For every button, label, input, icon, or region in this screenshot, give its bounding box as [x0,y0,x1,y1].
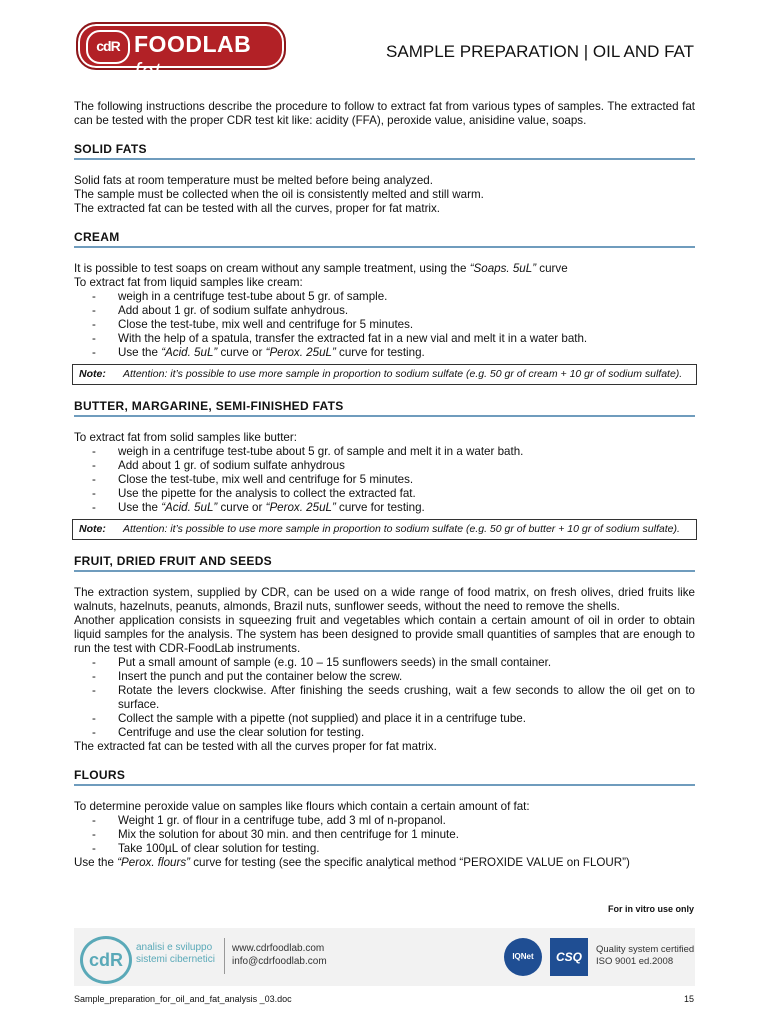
cream-heading: CREAM [74,230,695,248]
list-item: - Mix the solution for about 30 min. and then centrifuge for 1 minute. [92,828,459,841]
note-text: Attention: it’s possible to use more sample in proportion to sodium sulfate (e.g. 50 gr of butter + 10 gr of sodium sulfate). [123,523,680,535]
solid-fats-heading: SOLID FATS [74,142,695,160]
iqnet-seal-icon: IQNet [504,938,542,976]
note-text: Attention: it’s possible to use more sample in proportion to sodium sulfate (e.g. 50 gr of cream + 10 gr of sodium sulfate). [123,368,683,380]
butter-heading: BUTTER, MARGARINE, SEMI-FINISHED FATS [74,399,695,417]
cdr-footer-logo: cdR [80,936,132,984]
solid-fats-line: The extracted fat can be tested with all the curves, proper for fat matrix. [74,202,441,215]
in-vitro-notice: For in vitro use only [607,904,694,914]
flours-heading: FLOURS [74,768,695,786]
document-body [74,100,695,870]
soaps-curve-name: “Soaps. 5uL” [469,262,537,275]
note-label: Note: [79,368,106,380]
list-item: - With the help of a spatula, transfer the extracted fat in a new vial and melt it in a water bath. [92,332,588,345]
document-filename: Sample_preparation_for_oil_and_fat_analysis _03.doc [74,994,292,1004]
list-item: - Close the test-tube, mix well and centrifuge for 5 minutes. [92,473,414,486]
butter-steps [74,445,695,515]
cream-line-2: To extract fat from liquid samples like cream: [74,276,303,289]
footer-banner [74,928,695,986]
list-item: - Collect the sample with a pipette (not supplied) and place it in a centrifuge tube. [92,712,526,725]
list-item: - Use the “Acid. 5uL” curve or “Perox. 25uL” curve for testing. [92,346,425,359]
email-link[interactable]: info@cdrfoodlab.com [232,956,327,967]
page-number: 15 [683,994,694,1004]
list-item: - weigh in a centrifuge test-tube about 5 gr. of sample and melt it in a water bath. [92,445,524,458]
butter-line-1: To extract fat from solid samples like butter: [74,431,297,444]
list-item: - Use the pipette for the analysis to collect the extracted fat. [92,487,416,500]
cream-note [72,364,697,385]
fruit-paragraph-2: Another application consists in squeezing fruit and vegetables which contain a certain amount of oil in order to obtain liquid samples for the analysis. The system has been designed to provide small quantities of samples that are enough to run the test with CDR-FoodLab instruments. [74,614,695,655]
flours-line-1: To determine peroxide value on samples like flours which contain a certain amount of fat: [74,800,530,813]
flours-steps [74,814,695,856]
foodlab-logo [76,22,286,84]
list-item: - Rotate the levers clockwise. After finishing the seeds crushing, wait a few seconds to allow the oil get on to surface. [92,684,695,711]
website-link[interactable]: www.cdrfoodlab.com [232,943,325,954]
butter-note [72,519,697,540]
flours-closing: Use the “Perox. flours” curve for testing (see the specific analytical method “PEROXIDE VALUE on FLOUR”) [74,856,630,869]
logo-suffix: fat [134,58,162,84]
logo-brand: FOODLAB [134,31,252,57]
note-label: Note: [79,523,106,535]
fruit-heading: FRUIT, DRIED FRUIT AND SEEDS [74,554,695,572]
quality-certification: Quality system certified ISO 9001 ed.2008 [596,944,695,967]
list-item: - Weight 1 gr. of flour in a centrifuge tube, add 3 ml of n-propanol. [92,814,446,827]
list-item: - weigh in a centrifuge test-tube about 5 gr. of sample. [92,290,388,303]
cream-line-1: It is possible to test soaps on cream without any sample treatment, using the “Soaps. 5uL” curve [74,262,568,275]
fruit-paragraph-1: The extraction system, supplied by CDR, can be used on a wide range of food matrix, on fresh olives, dried fruits like walnuts, hazelnuts, peanuts, almonds, Brazil nuts, sunflower seeds, without the need to remove the shells. [74,586,695,613]
solid-fats-line: The sample must be collected when the oil is consistently melted and still warm. [74,188,484,201]
intro-paragraph: The following instructions describe the procedure to follow to extract fat from various types of samples. The extracted fat can be tested with the proper CDR test kit like: acidity (FFA), peroxide value, anisidine value, soaps. [74,100,695,127]
contact-info [232,942,327,968]
list-item: - Centrifuge and use the clear solution for testing. [92,726,365,739]
cdr-logo-mark: cdR [86,30,130,64]
list-item: - Use the “Acid. 5uL” curve or “Perox. 25uL” curve for testing. [92,501,425,514]
fruit-closing: The extracted fat can be tested with all the curves proper for fat matrix. [74,740,437,753]
company-tagline: analisi e sviluppo sistemi cibernetici [136,942,215,965]
cream-steps [74,290,695,360]
csq-logo-icon: CSQ [550,938,588,976]
footer-divider [224,938,225,974]
list-item: - Close the test-tube, mix well and centrifuge for 5 minutes. [92,318,414,331]
page-title: SAMPLE PREPARATION | OIL AND FAT [386,42,694,61]
list-item: - Insert the punch and put the container below the screw. [92,670,403,683]
fruit-steps [74,656,695,740]
logo-wordmark [134,31,284,85]
solid-fats-line: Solid fats at room temperature must be melted before being analyzed. [74,174,433,187]
list-item: - Add about 1 gr. of sodium sulfate anhydrous. [92,304,349,317]
list-item: - Put a small amount of sample (e.g. 10 – 15 sunflowers seeds) in the small container. [92,656,552,669]
list-item: - Take 100µL of clear solution for testing. [92,842,320,855]
list-item: - Add about 1 gr. of sodium sulfate anhydrous [92,459,345,472]
